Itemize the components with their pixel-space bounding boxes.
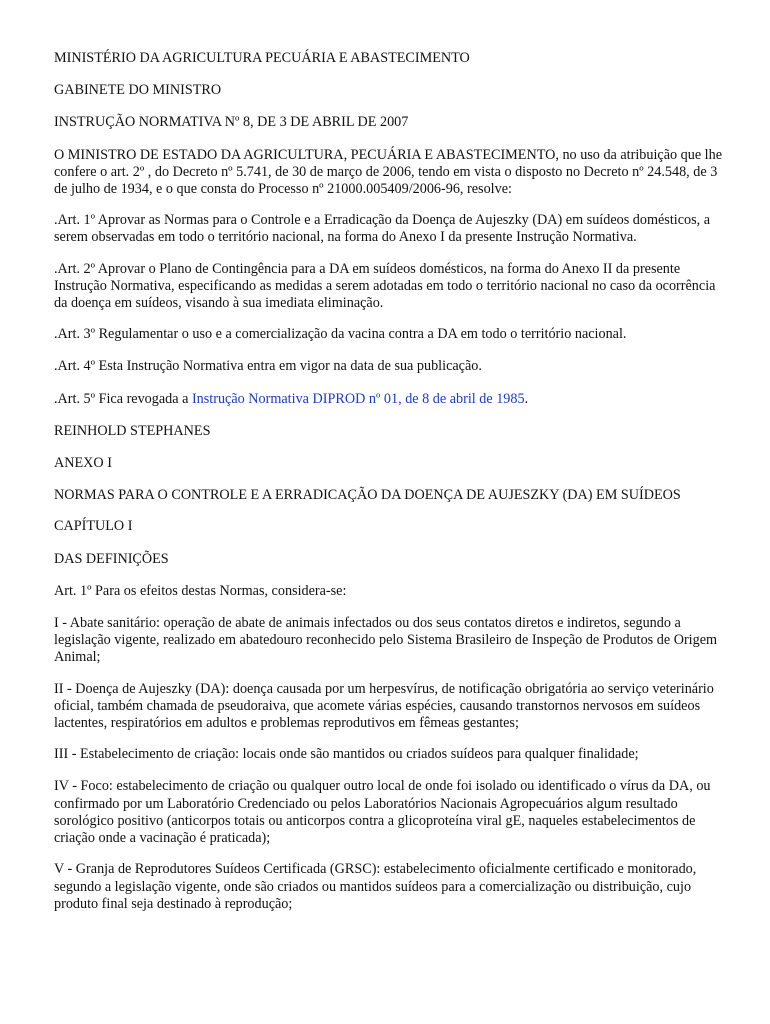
cabinet-heading: GABINETE DO MINISTRO (54, 82, 222, 99)
definition-item: III - Estabelecimento de criação: locais onde são mantidos ou criados suídeos para qualquer finalidade; (54, 746, 639, 763)
preamble-paragraph: O MINISTRO DE ESTADO DA AGRICULTURA, PECUÁRIA E ABASTECIMENTO, no uso da atribuição que lhe confere o art. 2º , do Decreto nº 5.741, de 30 de março de 2006, tendo em vista o disposto no Decreto nº 24.548, de 3 de julho de 1934, e o que consta do Processo nº 21000.005409/2006-96, resolve: (54, 146, 723, 198)
article-5-text: .Art. 5º Fica revogada a (54, 390, 192, 407)
instruction-title: INSTRUÇÃO NORMATIVA Nº 8, DE 3 DE ABRIL DE 2007 (54, 114, 409, 131)
signatory: REINHOLD STEPHANES (54, 422, 211, 439)
article-5 (54, 391, 726, 408)
definition-item: I - Abate sanitário: operação de abate de animais infectados ou dos seus contatos diretos e indiretos, segundo a legislação vigente, realizado em abatedouro reconhecido pelo Sistema Brasileiro de Inspeção de Produtos de Origem Animal; (54, 615, 718, 666)
chapter-label: CAPÍTULO I (54, 518, 133, 535)
revoked-instruction-link[interactable]: Instrução Normativa DIPROD nº 01, de 8 de abril de 1985 (191, 390, 525, 407)
definition-item: V - Granja de Reprodutores Suídeos Certificada (GRSC): estabelecimento oficialmente certificado e monitorado, segundo a legislação vigente, onde são criados ou mantidos suídeos para a comercialização ou distribuição, cujo produto final seja destinado à reprodução; (54, 861, 697, 912)
document-page (54, 50, 726, 927)
ministry-heading: MINISTÉRIO DA AGRICULTURA PECUÁRIA E ABASTECIMENTO (54, 50, 470, 66)
article-1: .Art. 1º Aprovar as Normas para o Controle e a Erradicação da Doença de Aujeszky (DA) em suídeos domésticos, a serem observadas em todo o território nacional, na forma do Anexo I da presente Instrução Normativa. (54, 212, 711, 246)
annex-title: NORMAS PARA O CONTROLE E A ERRADICAÇÃO DA DOENÇA DE AUJESZKY (DA) EM SUÍDEOS (54, 487, 681, 504)
chapter-title: DAS DEFINIÇÕES (54, 550, 169, 567)
definition-item: IV - Foco: estabelecimento de criação ou qualquer outro local de onde foi isolado ou identificado o vírus da DA, ou confirmado por um Laboratório Credenciado ou pelos Laboratórios Nacionais Agropecuários algum resultado sorológico positivo (anticorpos totais ou anticorpos contra a glicoproteína viral gE, naqueles estabelecimentos de criação onde a vacinação é praticada); (54, 778, 711, 847)
article-4: .Art. 4º Esta Instrução Normativa entra em vigor na data de sua publicação. (54, 358, 482, 375)
article-3: .Art. 3º Regulamentar o uso e a comercialização da vacina contra a DA em todo o território nacional. (54, 326, 627, 343)
article-5-end: . (524, 390, 529, 407)
definitions-intro: Art. 1º Para os efeitos destas Normas, considera-se: (54, 582, 347, 599)
annex-label: ANEXO I (54, 455, 112, 472)
article-2: .Art. 2º Aprovar o Plano de Contingência para a DA em suídeos domésticos, na forma do Anexo II da presente Instrução Normativa, especificando as medidas a serem adotadas em todo o território nacional no caso da ocorrência da doença em suídeos, visando à sua imediata eliminação. (54, 260, 716, 312)
definition-item: II - Doença de Aujeszky (DA): doença causada por um herpesvírus, de notificação obrigatória ao serviço veterinário oficial, também chamada de pseudoraiva, que acomete várias espécies, causando transtornos nervosos em suídeos lactentes, respiratórios em adultos e problemas reprodutivos em fêmeas gestantes; (54, 680, 714, 732)
